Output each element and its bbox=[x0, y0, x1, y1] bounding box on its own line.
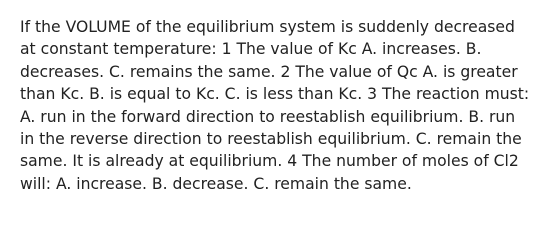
question-line: same. It is already at equilibrium. 4 The number of moles of Cl2 bbox=[20, 152, 519, 171]
question-line: A. run in the forward direction to reestablish equilibrium. B. run bbox=[20, 107, 516, 126]
question-line: at constant temperature: 1 The value of Kc A. increases. B. bbox=[20, 40, 482, 59]
question-line: decreases. C. remains the same. 2 The value of Qc A. is greater bbox=[20, 62, 518, 81]
question-line: in the reverse direction to reestablish equilibrium. C. remain the bbox=[20, 129, 522, 148]
question-line: than Kc. B. is equal to Kc. C. is less than Kc. 3 The reaction must: bbox=[20, 85, 530, 104]
question-line: If the VOLUME of the equilibrium system is suddenly decreased bbox=[20, 18, 515, 36]
question-text bbox=[20, 16, 550, 195]
question-line: will: A. increase. B. decrease. C. remain the same. bbox=[20, 174, 412, 193]
